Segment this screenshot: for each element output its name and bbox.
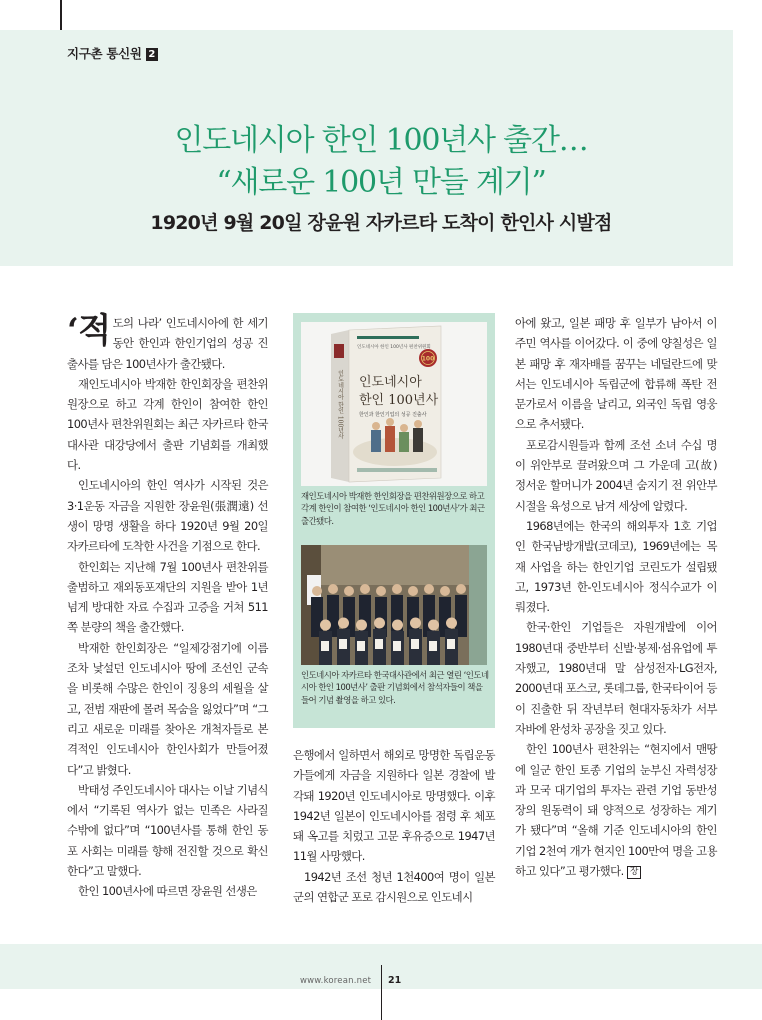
article-paragraph: 인도네시아의 한인 역사가 시작된 것은 3·1운동 자금을 지원한 장윤원(張潤遠) 선생이 망명 생활을 하다 1920년 9월 20일 자카르타에 도착한 사건을 기점으로 한다. bbox=[67, 478, 268, 554]
article-column-2 bbox=[293, 745, 495, 907]
group-photo bbox=[301, 545, 487, 665]
section-label bbox=[67, 44, 158, 62]
book-title-line-2: 한인 100년사 bbox=[359, 393, 439, 408]
article-paragraph: 한인회는 지난해 7월 100년사 편찬위를 출범하고 재외동포재단의 지원을 받아 1년 넘게 방대한 자료 수집과 고증을 거쳐 511쪽 분량의 책을 출간했다. bbox=[67, 559, 268, 635]
group-photo-caption: 인도네시아 자카르타 한국대사관에서 최근 열린 ‘인도네시아 한인 100년사’ 출판 기념회에서 참석자들이 책을 들어 기념 촬영을 하고 있다. bbox=[301, 670, 489, 705]
book-spine-text: 인도네시아 한인 100년사 bbox=[336, 370, 344, 440]
book-subtitle: 한인과 한인기업의 성공 진출사 bbox=[359, 412, 427, 418]
article-paragraph: 은행에서 일하면서 해외로 망명한 독립운동가들에게 자금을 지원하다 일본 경찰에 발각돼 1920년 인도네시아로 망명했다. 이후 1942년 일본이 인도네시아를 점령 후 체포돼 옥고를 치렀고 고문 후유증으로 1947년 11월 사망했다. bbox=[293, 748, 495, 864]
end-mark: 장 bbox=[627, 866, 641, 879]
article-paragraph: 한인 100년사에 따르면 장윤원 선생은 bbox=[78, 884, 257, 899]
headline-line-2: “새로운 100년 만들 계기” bbox=[216, 165, 546, 200]
page-number: 21 bbox=[388, 975, 402, 986]
article-paragraph: 박태성 주인도네시아 대사는 이날 기념식에서 “기록된 역사가 없는 민족은 사라질 수밖에 없다”며 “100년사를 통해 한인 동포 사회는 미래를 향해 전진할 것으로 확신한다”고 말했다. bbox=[67, 782, 268, 879]
footer-url: www.korean.net bbox=[300, 976, 372, 986]
headline-line-1: 인도네시아 한인 100년사 출간… bbox=[174, 123, 588, 158]
article-paragraph: 아에 왔고, 일본 패망 후 일부가 남아서 이주민 역사를 이어갔다. 이 중에 양칠성은 일본 패망 후 재자배를 꿈꾸는 네덜란드에 맞서는 인도네시아 독립군에 합류해 폭탄 전문가로서 이름을 날리고, 외국인 독립 영웅으로 추서됐다. bbox=[515, 316, 717, 432]
article-paragraph: ‘적도의 나라’ 인도네시아에 한 세기 동안 한인과 한인기업의 성공 진출사를 담은 100년사가 출간됐다. bbox=[67, 311, 268, 371]
headline-subtitle: 1920년 9월 20일 장윤원 자카르타 도착이 한인사 시발점 bbox=[150, 212, 612, 234]
section-number: 2 bbox=[146, 48, 158, 61]
book-badge: 100 bbox=[421, 355, 435, 363]
article-column-1 bbox=[67, 313, 268, 902]
article-paragraph: 박재한 한인회장은 “일제강점기에 이름조차 낯설던 인도네시아 땅에 조선인 군속을 비롯해 수많은 한인이 징용의 세월을 살고, 전범 재판에 몰려 목숨을 잃었다”며 “그리고 새로운 미래를 찾아온 개척자들로 본격적인 인도네시아 한인사회가 만들어졌다”고 밝혔다. bbox=[67, 640, 268, 777]
article-column-3 bbox=[515, 313, 717, 881]
book-title-line-1: 인도네시아 bbox=[359, 375, 422, 390]
article-paragraph: 한인 100년사 편찬위는 “현지에서 맨땅에 일군 한인 토종 기업의 눈부신 자력성장과 모국 대기업의 투자는 관련 기업 동반성장의 원동력이 돼 양적으로 성장하는 계기가 됐다”며 “올해 기준 인도네시아의 한인기업 2천여 개가 현지인 100만여 명을 고용하고 있다”고 평가했다. 장 bbox=[515, 742, 718, 879]
footer-rule bbox=[381, 965, 382, 1020]
book-photo-caption: 재인도네시아 박재한 한인회장을 편찬위원장으로 하고 각계 한인이 참여한 ‘인도네시아 한인 100년사’가 최근 출간됐다. bbox=[301, 491, 485, 526]
section-name: 지구촌 통신원 bbox=[67, 46, 142, 61]
article-paragraph: 포로감시원들과 함께 조선 소녀 수십 명이 위안부로 끌려왔으며 그 가운데 고(故) 정서운 할머니가 2004년 숨지기 전 위안부 시절을 육성으로 남겨 세상에 알렸다. bbox=[515, 437, 717, 513]
book-top-line: 인도네시아 한인 100년사 편찬위원회 bbox=[357, 345, 431, 350]
drop-cap: ‘적 bbox=[67, 311, 111, 351]
article-paragraph: 1968년에는 한국의 해외투자 1호 기업인 한국남방개발(코데코), 1969년에는 목재 사업을 하는 한인기업 코린도가 설립됐고, 1973년 한-인도네시아 정식수교가 이뤄졌다. bbox=[515, 518, 717, 615]
article-paragraph: 재인도네시아 박재한 한인회장을 편찬위원장으로 하고 각계 한인이 참여한 한인 100년사 편찬위원회는 최근 자카르타 한국대사관 대강당에서 출판 기념회를 개최했다. bbox=[67, 376, 268, 473]
article-paragraph: 한국·한인 기업들은 자원개발에 이어 1980년대 중반부터 신발·봉제·섬유업에 투자했고, 1980년대 말 삼성전자·LG전자, 2000년대 포스코, 롯데그룹, 한국타이어 등이 진출한 뒤 작년부터 현대자동차가 서부 자바에 완성차 공장을 짓고 있다. bbox=[515, 620, 718, 736]
photo-box bbox=[293, 313, 495, 728]
book-cover-photo bbox=[301, 322, 487, 486]
article-paragraph: 1942년 조선 청년 1천400여 명이 일본군의 연합군 포로 감시원으로 인도네시 bbox=[293, 869, 495, 905]
